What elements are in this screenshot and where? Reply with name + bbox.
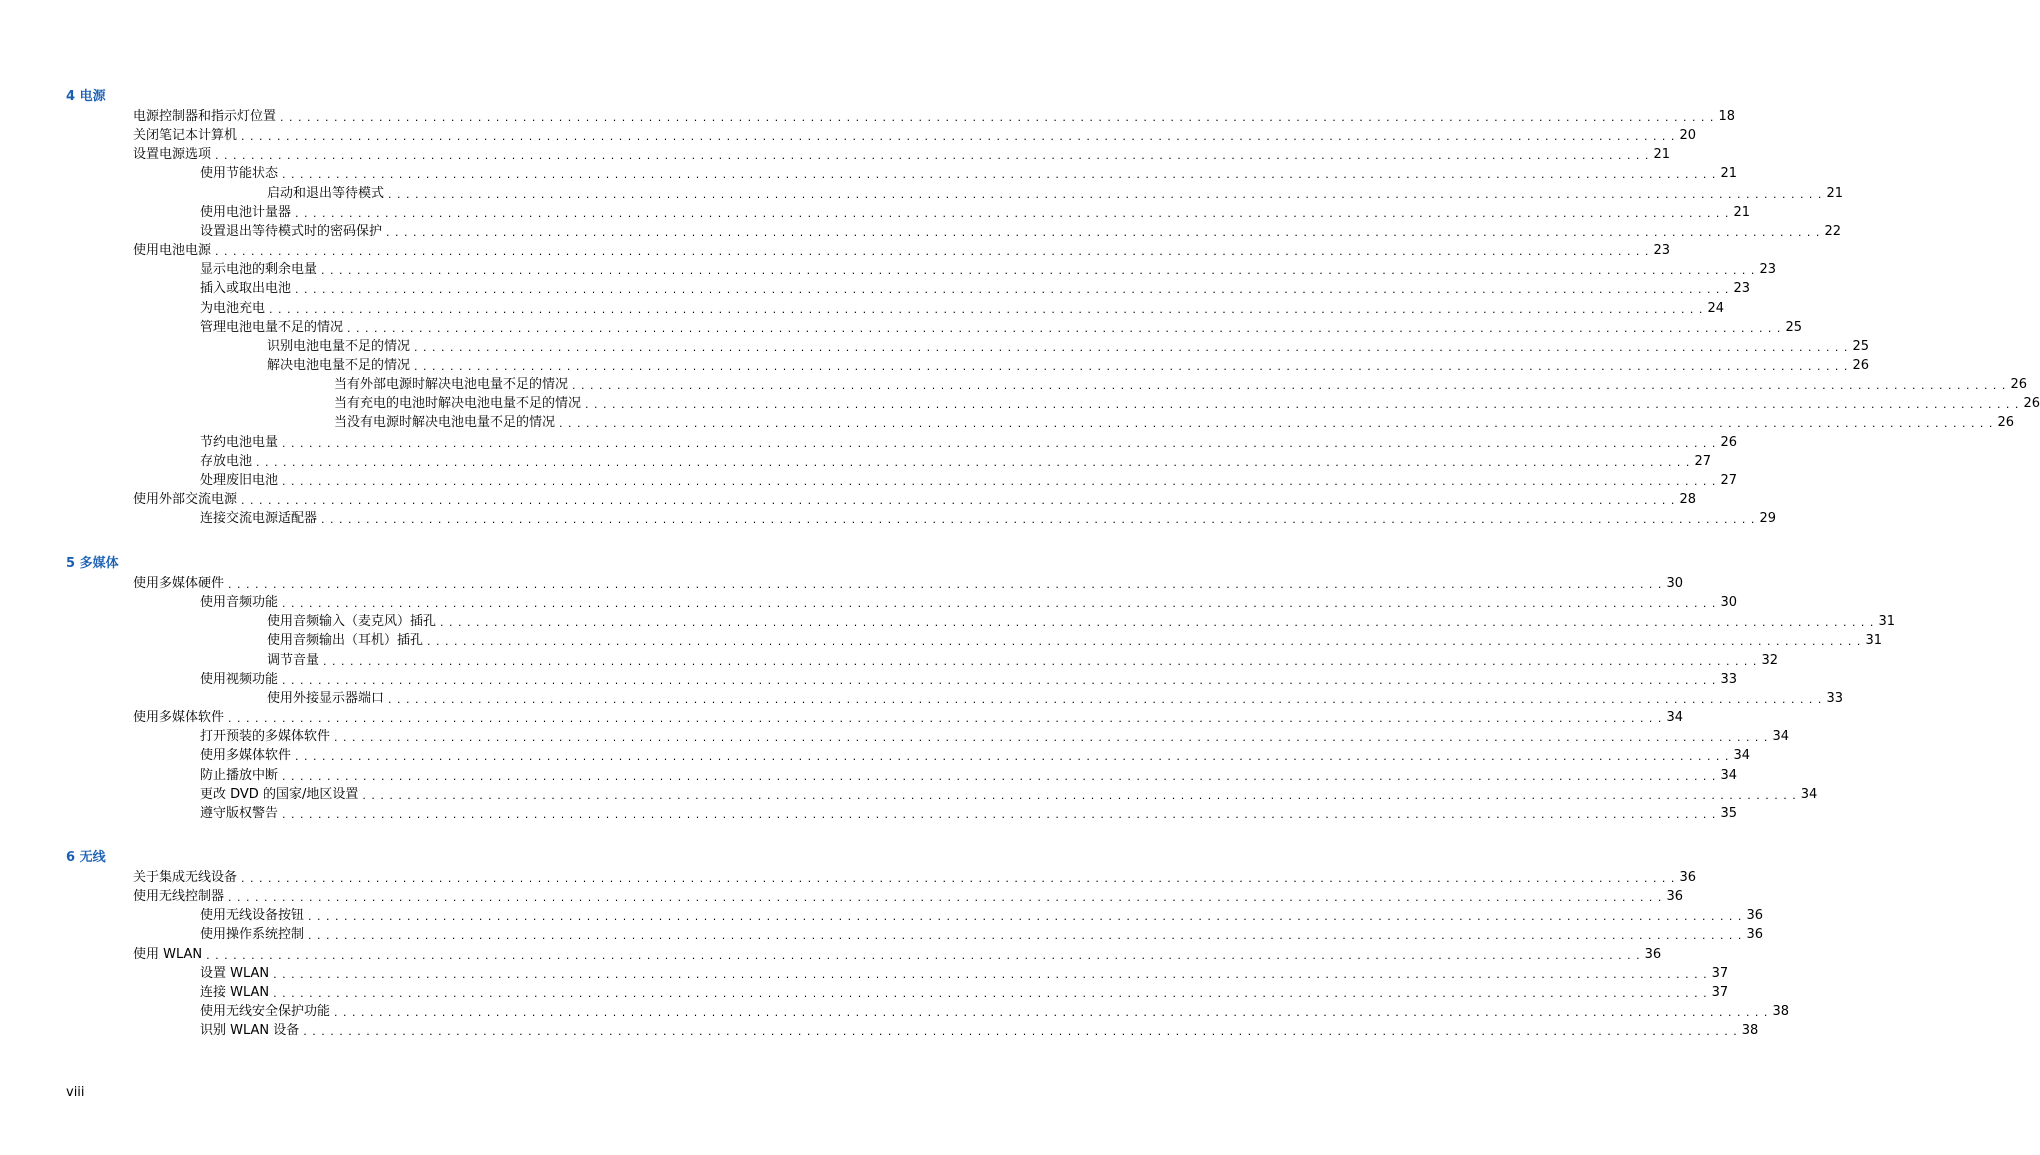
- toc-entry-title: 存放电池: [200, 453, 253, 469]
- dot-leader: . . . . . . . . . . . . . . . . . . . . . . . . . . . . . . . . . . . . . . . . . . . . . . . . . . . . . . . . . . . . . . . . . . . . . . . . . . . . . . . . . . . . . . . . . . . . . . . . . . . . . . . . . . . . . . . . . . . . . . . . . . . . . . . . . . . . . . . . . . . . . . . . . . . . . . . . . . . . . . . .: [215, 245, 1650, 259]
- dot-leader: . . . . . . . . . . . . . . . . . . . . . . . . . . . . . . . . . . . . . . . . . . . . . . . . . . . . . . . . . . . . . . . . . . . . . . . . . . . . . . . . . . . . . . . . . . . . . . . . . . . . . . . . . . . . . . . . . . . . . . . . . . . . . . . . . . . . . . . . . . . . . . . . . . . . . . . . . . . . . . . .: [440, 616, 1875, 630]
- toc-entry[interactable]: [200, 784, 1818, 803]
- toc-entry-page: 25: [1852, 338, 1869, 354]
- toc-entry[interactable]: [267, 355, 1869, 374]
- dot-leader: . . . . . . . . . . . . . . . . . . . . . . . . . . . . . . . . . . . . . . . . . . . . . . . . . . . . . . . . . . . . . . . . . . . . . . . . . . . . . . . . . . . . . . . . . . . . . . . . . . . . . . . . . . . . . . . . . . . . . . . . . . . . . . . . . . . . . . . . . . . . . . . . . . . . . . . . . . . . . . . .: [241, 494, 1676, 507]
- dot-leader: . . . . . . . . . . . . . . . . . . . . . . . . . . . . . . . . . . . . . . . . . . . . . . . . . . . . . . . . . . . . . . . . . . . . . . . . . . . . . . . . . . . . . . . . . . . . . . . . . . . . . . . . . . . . . . . . . . . . . . . . . . . . . . . . . . . . . . . . . . . . . . . . . . . . . . . . . . . . . . . .: [206, 948, 1641, 962]
- dot-leader: . . . . . . . . . . . . . . . . . . . . . . . . . . . . . . . . . . . . . . . . . . . . . . . . . . . . . . . . . . . . . . . . . . . . . . . . . . . . . . . . . . . . . . . . . . . . . . . . . . . . . . . . . . . . . . . . . . . . . . . . . . . . . . . . . . . . . . . . . . . . . . . . . . . . . . . . . . . . . . . .: [308, 910, 1743, 924]
- toc-entry-title: 使用无线安全保护功能: [200, 1004, 331, 1020]
- toc-entry-title: 使用外部交流电源: [133, 492, 238, 507]
- page-number: viii: [66, 1085, 85, 1100]
- toc-entry-page: 32: [1761, 652, 1778, 668]
- toc-entry[interactable]: [200, 508, 1776, 527]
- dot-leader: . . . . . . . . . . . . . . . . . . . . . . . . . . . . . . . . . . . . . . . . . . . . . . . . . . . . . . . . . . . . . . . . . . . . . . . . . . . . . . . . . . . . . . . . . . . . . . . . . . . . . . . . . . . . . . . . . . . . . . . . . . . . . . . . . . . . . . . . . . . . . . . . . . . . . . . . . . . . . . . .: [388, 187, 1823, 201]
- toc-entry-title: 使用音频功能: [200, 595, 279, 611]
- toc-entry-page: 34: [1800, 786, 1818, 802]
- toc-entry[interactable]: [200, 202, 1750, 221]
- toc-entry-title: 节约电池电量: [200, 434, 279, 450]
- toc-entry[interactable]: [133, 125, 1696, 144]
- toc-entry-page: 26: [2023, 396, 2040, 412]
- dot-leader: . . . . . . . . . . . . . . . . . . . . . . . . . . . . . . . . . . . . . . . . . . . . . . . . . . . . . . . . . . . . . . . . . . . . . . . . . . . . . . . . . . . . . . . . . . . . . . . . . . . . . . . . . . . . . . . . . . . . . . . . . . . . . . . . . . . . . . . . . . . . . . . . . . . . . . . . . . . . . . . .: [585, 398, 2020, 412]
- toc-entry-page: 20: [1679, 128, 1696, 144]
- dot-leader: . . . . . . . . . . . . . . . . . . . . . . . . . . . . . . . . . . . . . . . . . . . . . . . . . . . . . . . . . . . . . . . . . . . . . . . . . . . . . . . . . . . . . . . . . . . . . . . . . . . . . . . . . . . . . . . . . . . . . . . . . . . . . . . . . . . . . . . . . . . . . . . . . . . . . . . . . . . . . . . .: [334, 731, 1769, 745]
- toc-entry[interactable]: [133, 886, 1683, 905]
- toc-entry[interactable]: [200, 317, 1802, 336]
- toc-entry-page: 31: [1878, 614, 1895, 630]
- toc-entry-page: 37: [1711, 984, 1729, 1000]
- dot-leader: . . . . . . . . . . . . . . . . . . . . . . . . . . . . . . . . . . . . . . . . . . . . . . . . . . . . . . . . . . . . . . . . . . . . . . . . . . . . . . . . . . . . . . . . . . . . . . . . . . . . . . . . . . . . . . . . . . . . . . . . . . . . . . . . . . . . . . . . . . . . . . . . . . . . . . . . . . . . . . . .: [280, 111, 1715, 124]
- dot-leader: . . . . . . . . . . . . . . . . . . . . . . . . . . . . . . . . . . . . . . . . . . . . . . . . . . . . . . . . . . . . . . . . . . . . . . . . . . . . . . . . . . . . . . . . . . . . . . . . . . . . . . . . . . . . . . . . . . . . . . . . . . . . . . . . . . . . . . . . . . . . . . . . . . . . . . . . . . . . . . . .: [273, 986, 1708, 1000]
- toc-entry[interactable]: [200, 669, 1737, 688]
- toc-entry-title: 当没有电源时解决电池电量不足的情况: [334, 415, 556, 431]
- toc-entry[interactable]: [334, 412, 2014, 431]
- toc-entry-page: 33: [1826, 690, 1843, 706]
- toc-entry-title: 处理废旧电池: [200, 472, 279, 488]
- toc-entry-title: 连接 WLAN: [200, 984, 270, 1000]
- dot-leader: . . . . . . . . . . . . . . . . . . . . . . . . . . . . . . . . . . . . . . . . . . . . . . . . . . . . . . . . . . . . . . . . . . . . . . . . . . . . . . . . . . . . . . . . . . . . . . . . . . . . . . . . . . . . . . . . . . . . . . . . . . . . . . . . . . . . . . . . . . . . . . . . . . . . . . . . . . . . . . . .: [282, 474, 1717, 488]
- toc-entry[interactable]: [200, 963, 1729, 982]
- dot-leader: . . . . . . . . . . . . . . . . . . . . . . . . . . . . . . . . . . . . . . . . . . . . . . . . . . . . . . . . . . . . . . . . . . . . . . . . . . . . . . . . . . . . . . . . . . . . . . . . . . . . . . . . . . . . . . . . . . . . . . . . . . . . . . . . . . . . . . . . . . . . . . . . . . . . . . . . . . . . . . . .: [303, 1025, 1738, 1039]
- toc-entry-page: 38: [1772, 1004, 1789, 1020]
- toc-entry-page: 36: [1679, 870, 1696, 885]
- toc-entry[interactable]: [200, 163, 1737, 182]
- dot-leader: . . . . . . . . . . . . . . . . . . . . . . . . . . . . . . . . . . . . . . . . . . . . . . . . . . . . . . . . . . . . . . . . . . . . . . . . . . . . . . . . . . . . . . . . . . . . . . . . . . . . . . . . . . . . . . . . . . . . . . . . . . . . . . . . . . . . . . . . . . . . . . . . . . . . . . . . . . . . . . . .: [334, 1006, 1769, 1020]
- dot-leader: . . . . . . . . . . . . . . . . . . . . . . . . . . . . . . . . . . . . . . . . . . . . . . . . . . . . . . . . . . . . . . . . . . . . . . . . . . . . . . . . . . . . . . . . . . . . . . . . . . . . . . . . . . . . . . . . . . . . . . . . . . . . . . . . . . . . . . . . . . . . . . . . . . . . . . . . . . . . . . . .: [282, 168, 1717, 182]
- dot-leader: . . . . . . . . . . . . . . . . . . . . . . . . . . . . . . . . . . . . . . . . . . . . . . . . . . . . . . . . . . . . . . . . . . . . . . . . . . . . . . . . . . . . . . . . . . . . . . . . . . . . . . . . . . . . . . . . . . . . . . . . . . . . . . . . . . . . . . . . . . . . . . . . . . . . . . . . . . . . . . . .: [308, 929, 1743, 943]
- dot-leader: . . . . . . . . . . . . . . . . . . . . . . . . . . . . . . . . . . . . . . . . . . . . . . . . . . . . . . . . . . . . . . . . . . . . . . . . . . . . . . . . . . . . . . . . . . . . . . . . . . . . . . . . . . . . . . . . . . . . . . . . . . . . . . . . . . . . . . . . . . . . . . . . . . . . . . . . . . . . . . . .: [323, 654, 1758, 668]
- toc-entry-page: 25: [1785, 319, 1802, 335]
- toc-entry-title: 关闭笔记本计算机: [133, 128, 238, 144]
- toc-entry[interactable]: [267, 688, 1843, 707]
- toc-entry[interactable]: [267, 336, 1869, 355]
- toc-entry[interactable]: [200, 470, 1737, 489]
- toc-entry-title: 使用外接显示器端口: [267, 690, 385, 706]
- toc-entry[interactable]: [267, 611, 1895, 630]
- dot-leader: . . . . . . . . . . . . . . . . . . . . . . . . . . . . . . . . . . . . . . . . . . . . . . . . . . . . . . . . . . . . . . . . . . . . . . . . . . . . . . . . . . . . . . . . . . . . . . . . . . . . . . . . . . . . . . . . . . . . . . . . . . . . . . . . . . . . . . . . . . . . . . . . . . . . . . . . . . . . . . . .: [321, 264, 1756, 278]
- toc-entry[interactable]: [133, 707, 1683, 726]
- dot-leader: . . . . . . . . . . . . . . . . . . . . . . . . . . . . . . . . . . . . . . . . . . . . . . . . . . . . . . . . . . . . . . . . . . . . . . . . . . . . . . . . . . . . . . . . . . . . . . . . . . . . . . . . . . . . . . . . . . . . . . . . . . . . . . . . . . . . . . . . . . . . . . . . . . . . . . . . . . . . . . . .: [282, 597, 1717, 611]
- toc-entry-page: 34: [1772, 729, 1789, 745]
- toc-entry-page: 26: [1720, 434, 1737, 450]
- dot-leader: . . . . . . . . . . . . . . . . . . . . . . . . . . . . . . . . . . . . . . . . . . . . . . . . . . . . . . . . . . . . . . . . . . . . . . . . . . . . . . . . . . . . . . . . . . . . . . . . . . . . . . . . . . . . . . . . . . . . . . . . . . . . . . . . . . . . . . . . . . . . . . . . . . . . . . . . . . . . . . . .: [241, 130, 1676, 144]
- dot-leader: . . . . . . . . . . . . . . . . . . . . . . . . . . . . . . . . . . . . . . . . . . . . . . . . . . . . . . . . . . . . . . . . . . . . . . . . . . . . . . . . . . . . . . . . . . . . . . . . . . . . . . . . . . . . . . . . . . . . . . . . . . . . . . . . . . . . . . . . . . . . . . . . . . . . . . . . . . . . . . . .: [273, 967, 1708, 981]
- dot-leader: . . . . . . . . . . . . . . . . . . . . . . . . . . . . . . . . . . . . . . . . . . . . . . . . . . . . . . . . . . . . . . . . . . . . . . . . . . . . . . . . . . . . . . . . . . . . . . . . . . . . . . . . . . . . . . . . . . . . . . . . . . . . . . . . . . . . . . . . . . . . . . . . . . . . . . . . . . . . . . . .: [228, 578, 1663, 591]
- dot-leader: . . . . . . . . . . . . . . . . . . . . . . . . . . . . . . . . . . . . . . . . . . . . . . . . . . . . . . . . . . . . . . . . . . . . . . . . . . . . . . . . . . . . . . . . . . . . . . . . . . . . . . . . . . . . . . . . . . . . . . . . . . . . . . . . . . . . . . . . . . . . . . . . . . . . . . . . . . . . . . . .: [282, 769, 1717, 783]
- toc-entry-title: 使用电池电源: [133, 243, 212, 259]
- dot-leader: . . . . . . . . . . . . . . . . . . . . . . . . . . . . . . . . . . . . . . . . . . . . . . . . . . . . . . . . . . . . . . . . . . . . . . . . . . . . . . . . . . . . . . . . . . . . . . . . . . . . . . . . . . . . . . . . . . . . . . . . . . . . . . . . . . . . . . . . . . . . . . . . . . . . . . . . . . . . . . . .: [215, 149, 1650, 163]
- dot-leader: . . . . . . . . . . . . . . . . . . . . . . . . . . . . . . . . . . . . . . . . . . . . . . . . . . . . . . . . . . . . . . . . . . . . . . . . . . . . . . . . . . . . . . . . . . . . . . . . . . . . . . . . . . . . . . . . . . . . . . . . . . . . . . . . . . . . . . . . . . . . . . . . . . . . . . . . . . . . . . . .: [347, 321, 1782, 335]
- dot-leader: . . . . . . . . . . . . . . . . . . . . . . . . . . . . . . . . . . . . . . . . . . . . . . . . . . . . . . . . . . . . . . . . . . . . . . . . . . . . . . . . . . . . . . . . . . . . . . . . . . . . . . . . . . . . . . . . . . . . . . . . . . . . . . . . . . . . . . . . . . . . . . . . . . . . . . . . . . . . . . . .: [295, 283, 1730, 297]
- toc-entry-page: 38: [1741, 1023, 1759, 1039]
- toc-entry-page: 24: [1707, 300, 1724, 316]
- toc-entry-page: 36: [1746, 927, 1763, 943]
- toc-entry-page: 21: [1653, 147, 1670, 163]
- dot-leader: . . . . . . . . . . . . . . . . . . . . . . . . . . . . . . . . . . . . . . . . . . . . . . . . . . . . . . . . . . . . . . . . . . . . . . . . . . . . . . . . . . . . . . . . . . . . . . . . . . . . . . . . . . . . . . . . . . . . . . . . . . . . . . . . . . . . . . . . . . . . . . . . . . . . . . . . . . . . . . . .: [414, 359, 1849, 373]
- dot-leader: . . . . . . . . . . . . . . . . . . . . . . . . . . . . . . . . . . . . . . . . . . . . . . . . . . . . . . . . . . . . . . . . . . . . . . . . . . . . . . . . . . . . . . . . . . . . . . . . . . . . . . . . . . . . . . . . . . . . . . . . . . . . . . . . . . . . . . . . . . . . . . . . . . . . . . . . . . . . . . . .: [282, 436, 1717, 450]
- toc-entry-page: 18: [1718, 109, 1735, 124]
- toc-entry[interactable]: [200, 924, 1763, 943]
- toc-entry-page: 34: [1733, 748, 1750, 764]
- toc-entry[interactable]: [133, 240, 1670, 259]
- toc-entry-page: 26: [1852, 357, 1869, 373]
- toc-entry-title: 使用操作系统控制: [200, 927, 305, 943]
- toc-entry[interactable]: [200, 1001, 1789, 1020]
- toc-entry-page: 33: [1720, 671, 1737, 687]
- toc-entry-title: 插入或取出电池: [200, 281, 292, 297]
- toc-entry[interactable]: [133, 489, 1696, 508]
- toc-entry-title: 使用音频输入（麦克风）插孔: [267, 614, 437, 630]
- dot-leader: . . . . . . . . . . . . . . . . . . . . . . . . . . . . . . . . . . . . . . . . . . . . . . . . . . . . . . . . . . . . . . . . . . . . . . . . . . . . . . . . . . . . . . . . . . . . . . . . . . . . . . . . . . . . . . . . . . . . . . . . . . . . . . . . . . . . . . . . . . . . . . . . . . . . . . . . . . . . . . . .: [572, 379, 2007, 393]
- dot-leader: . . . . . . . . . . . . . . . . . . . . . . . . . . . . . . . . . . . . . . . . . . . . . . . . . . . . . . . . . . . . . . . . . . . . . . . . . . . . . . . . . . . . . . . . . . . . . . . . . . . . . . . . . . . . . . . . . . . . . . . . . . . . . . . . . . . . . . . . . . . . . . . . . . . . . . . . . . . . . . . .: [362, 788, 1797, 802]
- toc-entry-page: 34: [1666, 710, 1683, 726]
- dot-leader: . . . . . . . . . . . . . . . . . . . . . . . . . . . . . . . . . . . . . . . . . . . . . . . . . . . . . . . . . . . . . . . . . . . . . . . . . . . . . . . . . . . . . . . . . . . . . . . . . . . . . . . . . . . . . . . . . . . . . . . . . . . . . . . . . . . . . . . . . . . . . . . . . . . . . . . . . . . . . . . .: [228, 712, 1663, 726]
- toc-entry-page: 35: [1720, 805, 1737, 821]
- chapter-title[interactable]: 6 无线: [66, 850, 106, 865]
- toc-entry-title: 设置 WLAN: [200, 965, 270, 981]
- toc-entry-title: 电源控制器和指示灯位置: [133, 109, 277, 124]
- toc-entry-title: 当有充电的电池时解决电池电量不足的情况: [334, 396, 582, 412]
- dot-leader: . . . . . . . . . . . . . . . . . . . . . . . . . . . . . . . . . . . . . . . . . . . . . . . . . . . . . . . . . . . . . . . . . . . . . . . . . . . . . . . . . . . . . . . . . . . . . . . . . . . . . . . . . . . . . . . . . . . . . . . . . . . . . . . . . . . . . . . . . . . . . . . . . . . . . . . . . . . . . . . .: [388, 692, 1823, 706]
- chapter-title[interactable]: 4 电源: [66, 89, 106, 104]
- toc-entry[interactable]: [133, 144, 1670, 163]
- dot-leader: . . . . . . . . . . . . . . . . . . . . . . . . . . . . . . . . . . . . . . . . . . . . . . . . . . . . . . . . . . . . . . . . . . . . . . . . . . . . . . . . . . . . . . . . . . . . . . . . . . . . . . . . . . . . . . . . . . . . . . . . . . . . . . . . . . . . . . . . . . . . . . . . . . . . . . . . . . . . . . . .: [295, 206, 1730, 220]
- toc-entry-title: 使用多媒体硬件: [133, 576, 225, 591]
- toc-entry[interactable]: [200, 278, 1750, 297]
- toc-entry-page: 30: [1720, 595, 1737, 611]
- dot-leader: . . . . . . . . . . . . . . . . . . . . . . . . . . . . . . . . . . . . . . . . . . . . . . . . . . . . . . . . . . . . . . . . . . . . . . . . . . . . . . . . . . . . . . . . . . . . . . . . . . . . . . . . . . . . . . . . . . . . . . . . . . . . . . . . . . . . . . . . . . . . . . . . . . . . . . . . . . . . . . . .: [269, 302, 1704, 316]
- toc-entry-title: 打开预装的多媒体软件: [200, 729, 331, 745]
- toc-entry[interactable]: [267, 183, 1843, 202]
- toc-entry-title: 关于集成无线设备: [133, 870, 238, 885]
- toc-entry[interactable]: [200, 592, 1737, 611]
- toc-entry-title: 识别电池电量不足的情况: [267, 338, 411, 354]
- toc-entry-title: 使用节能状态: [200, 166, 279, 182]
- toc-entry-page: 37: [1711, 965, 1729, 981]
- toc-entry-page: 36: [1644, 946, 1662, 962]
- toc-entry[interactable]: [334, 374, 2027, 393]
- dot-leader: . . . . . . . . . . . . . . . . . . . . . . . . . . . . . . . . . . . . . . . . . . . . . . . . . . . . . . . . . . . . . . . . . . . . . . . . . . . . . . . . . . . . . . . . . . . . . . . . . . . . . . . . . . . . . . . . . . . . . . . . . . . . . . . . . . . . . . . . . . . . . . . . . . . . . . . . . . . . . . . .: [559, 417, 1994, 431]
- dot-leader: . . . . . . . . . . . . . . . . . . . . . . . . . . . . . . . . . . . . . . . . . . . . . . . . . . . . . . . . . . . . . . . . . . . . . . . . . . . . . . . . . . . . . . . . . . . . . . . . . . . . . . . . . . . . . . . . . . . . . . . . . . . . . . . . . . . . . . . . . . . . . . . . . . . . . . . . . . . . . . . .: [427, 635, 1862, 649]
- toc-entry-title: 使用电池计量器: [200, 204, 292, 220]
- toc-entry-page: 26: [2010, 377, 2027, 393]
- toc-entry-title: 防止播放中断: [200, 767, 279, 783]
- toc-entry[interactable]: [200, 1020, 1759, 1039]
- toc-entry-title: 识别 WLAN 设备: [200, 1023, 300, 1039]
- toc-entry-page: 30: [1666, 576, 1683, 591]
- toc-entry[interactable]: [133, 573, 1683, 592]
- toc-entry[interactable]: [200, 745, 1750, 764]
- toc-entry-page: 23: [1653, 243, 1670, 259]
- toc-entry[interactable]: [133, 867, 1696, 886]
- dot-leader: . . . . . . . . . . . . . . . . . . . . . . . . . . . . . . . . . . . . . . . . . . . . . . . . . . . . . . . . . . . . . . . . . . . . . . . . . . . . . . . . . . . . . . . . . . . . . . . . . . . . . . . . . . . . . . . . . . . . . . . . . . . . . . . . . . . . . . . . . . . . . . . . . . . . . . . . . . . . . . . .: [256, 455, 1691, 469]
- toc-entry-page: 34: [1720, 767, 1737, 783]
- toc-entry-page: 21: [1733, 204, 1750, 220]
- toc-entry-title: 使用无线控制器: [133, 889, 225, 905]
- toc-entry[interactable]: [200, 259, 1776, 278]
- toc-entry-page: 23: [1759, 262, 1776, 278]
- dot-leader: . . . . . . . . . . . . . . . . . . . . . . . . . . . . . . . . . . . . . . . . . . . . . . . . . . . . . . . . . . . . . . . . . . . . . . . . . . . . . . . . . . . . . . . . . . . . . . . . . . . . . . . . . . . . . . . . . . . . . . . . . . . . . . . . . . . . . . . . . . . . . . . . . . . . . . . . . . . . . . . .: [295, 750, 1730, 764]
- dot-leader: . . . . . . . . . . . . . . . . . . . . . . . . . . . . . . . . . . . . . . . . . . . . . . . . . . . . . . . . . . . . . . . . . . . . . . . . . . . . . . . . . . . . . . . . . . . . . . . . . . . . . . . . . . . . . . . . . . . . . . . . . . . . . . . . . . . . . . . . . . . . . . . . . . . . . . . . . . . . . . . .: [282, 807, 1717, 821]
- toc-entry-page: 23: [1733, 281, 1750, 297]
- toc-entry-page: 22: [1824, 223, 1841, 239]
- toc-entry-title: 连接交流电源适配器: [200, 511, 318, 527]
- toc-entry[interactable]: [133, 106, 1735, 125]
- toc-entry[interactable]: [200, 726, 1789, 745]
- toc-entry-title: 使用无线设备按钮: [200, 908, 305, 924]
- toc-entry-title: 使用视频功能: [200, 671, 279, 687]
- toc-entry-page: 36: [1666, 889, 1683, 905]
- toc-entry[interactable]: [267, 650, 1778, 669]
- toc-entry[interactable]: [200, 982, 1729, 1001]
- toc-entry-page: 27: [1694, 453, 1711, 469]
- toc-entry[interactable]: [200, 451, 1711, 470]
- toc-entry-title: 使用多媒体软件: [133, 710, 225, 726]
- dot-leader: . . . . . . . . . . . . . . . . . . . . . . . . . . . . . . . . . . . . . . . . . . . . . . . . . . . . . . . . . . . . . . . . . . . . . . . . . . . . . . . . . . . . . . . . . . . . . . . . . . . . . . . . . . . . . . . . . . . . . . . . . . . . . . . . . . . . . . . . . . . . . . . . . . . . . . . . . . . . . . . .: [414, 340, 1849, 354]
- dot-leader: . . . . . . . . . . . . . . . . . . . . . . . . . . . . . . . . . . . . . . . . . . . . . . . . . . . . . . . . . . . . . . . . . . . . . . . . . . . . . . . . . . . . . . . . . . . . . . . . . . . . . . . . . . . . . . . . . . . . . . . . . . . . . . . . . . . . . . . . . . . . . . . . . . . . . . . . . . . . . . . .: [228, 891, 1663, 905]
- toc-entry[interactable]: [200, 803, 1737, 822]
- toc-entry-title: 当有外部电源时解决电池电量不足的情况: [334, 377, 569, 393]
- toc-entry-title: 调节音量: [267, 652, 320, 668]
- toc-entry-title: 使用 WLAN: [133, 946, 203, 962]
- toc-entry-title: 更改 DVD 的国家/地区设置: [200, 786, 359, 802]
- toc-entry-page: 29: [1759, 511, 1776, 527]
- toc-entry-title: 管理电池电量不足的情况: [200, 319, 344, 335]
- dot-leader: . . . . . . . . . . . . . . . . . . . . . . . . . . . . . . . . . . . . . . . . . . . . . . . . . . . . . . . . . . . . . . . . . . . . . . . . . . . . . . . . . . . . . . . . . . . . . . . . . . . . . . . . . . . . . . . . . . . . . . . . . . . . . . . . . . . . . . . . . . . . . . . . . . . . . . . . . . . . . . . .: [241, 872, 1676, 885]
- dot-leader: . . . . . . . . . . . . . . . . . . . . . . . . . . . . . . . . . . . . . . . . . . . . . . . . . . . . . . . . . . . . . . . . . . . . . . . . . . . . . . . . . . . . . . . . . . . . . . . . . . . . . . . . . . . . . . . . . . . . . . . . . . . . . . . . . . . . . . . . . . . . . . . . . . . . . . . . . . . . . . . .: [321, 513, 1756, 527]
- toc-entry-page: 31: [1865, 633, 1882, 649]
- toc-entry-title: 遵守版权警告: [200, 805, 279, 821]
- dot-leader: . . . . . . . . . . . . . . . . . . . . . . . . . . . . . . . . . . . . . . . . . . . . . . . . . . . . . . . . . . . . . . . . . . . . . . . . . . . . . . . . . . . . . . . . . . . . . . . . . . . . . . . . . . . . . . . . . . . . . . . . . . . . . . . . . . . . . . . . . . . . . . . . . . . . . . . . . . . . . . . .: [282, 673, 1717, 687]
- toc-entry[interactable]: [334, 393, 2040, 412]
- toc-entry-title: 设置退出等待模式时的密码保护: [200, 223, 383, 239]
- toc-entry[interactable]: [267, 630, 1882, 649]
- toc-entry-page: 36: [1746, 908, 1763, 924]
- toc-entry-title: 设置电源选项: [133, 147, 212, 163]
- toc-entry[interactable]: [200, 432, 1737, 451]
- toc-entry-page: 27: [1720, 472, 1737, 488]
- toc-entry-title: 为电池充电: [200, 300, 266, 316]
- toc-entry-page: 28: [1679, 492, 1696, 507]
- toc-entry[interactable]: [200, 298, 1724, 317]
- toc-entry-page: 26: [1997, 415, 2014, 431]
- toc-entry[interactable]: [200, 905, 1763, 924]
- toc-entry-title: 启动和退出等待模式: [267, 185, 385, 201]
- toc-entry-page: 21: [1720, 166, 1737, 182]
- toc-entry[interactable]: [133, 944, 1662, 963]
- dot-leader: . . . . . . . . . . . . . . . . . . . . . . . . . . . . . . . . . . . . . . . . . . . . . . . . . . . . . . . . . . . . . . . . . . . . . . . . . . . . . . . . . . . . . . . . . . . . . . . . . . . . . . . . . . . . . . . . . . . . . . . . . . . . . . . . . . . . . . . . . . . . . . . . . . . . . . . . . . . . . . . .: [386, 225, 1821, 239]
- toc-entry-title: 使用音频输出（耳机）插孔: [267, 633, 424, 649]
- toc-entry[interactable]: [200, 765, 1737, 784]
- toc-entry-title: 解决电池电量不足的情况: [267, 357, 411, 373]
- toc-entry-title: 显示电池的剩余电量: [200, 262, 318, 278]
- toc-entry-page: 21: [1826, 185, 1843, 201]
- toc-entry[interactable]: [200, 221, 1841, 240]
- toc-entry-title: 使用多媒体软件: [200, 748, 292, 764]
- chapter-title[interactable]: 5 多媒体: [66, 556, 119, 571]
